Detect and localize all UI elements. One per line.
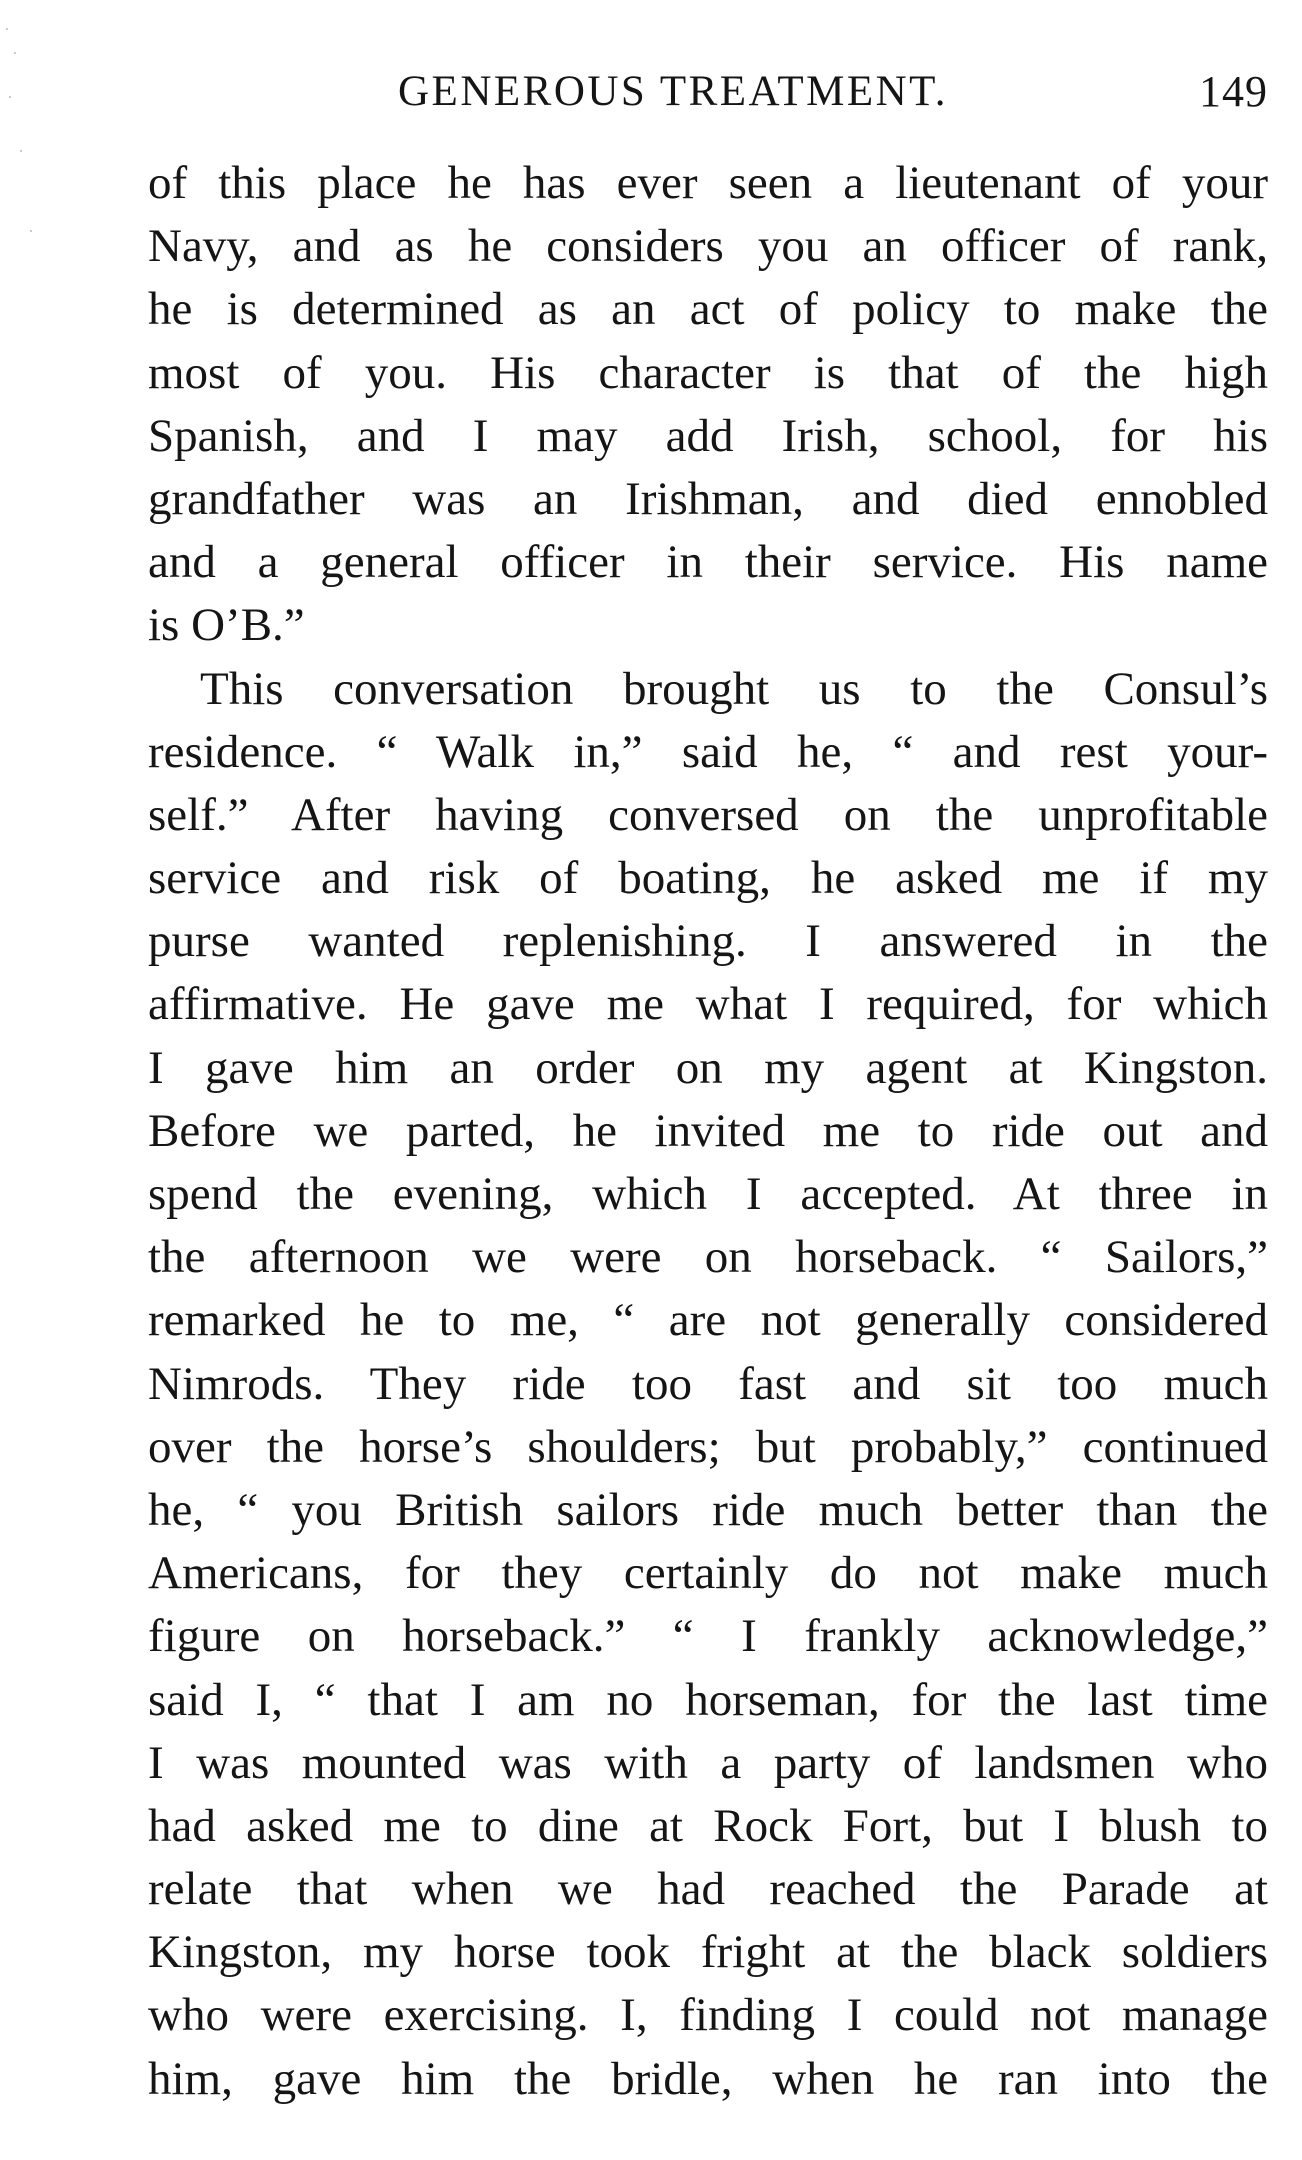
speck xyxy=(9,96,11,98)
body-text xyxy=(148,152,1268,2111)
text-line: self.” After having conversed on the unprofitable xyxy=(148,788,1268,841)
text-line: Kingston, my horse took fright at the black soldiers xyxy=(148,1926,1268,1979)
page-number: 149 xyxy=(1199,67,1268,116)
running-title: GENEROUS TREATMENT. xyxy=(398,68,948,115)
text-line: Americans, for they certainly do not make much xyxy=(148,1547,1268,1600)
text-line: over the horse’s shoulders; but probably,” continued xyxy=(148,1420,1268,1473)
text-line: is O’B.” xyxy=(148,599,305,652)
text-line: who were exercising. I, finding I could not manage xyxy=(148,1989,1268,2042)
speck xyxy=(14,52,16,54)
text-line: service and risk of boating, he asked me if my xyxy=(148,852,1268,905)
text-line: most of you. His character is that of the high xyxy=(148,346,1268,399)
text-line: relate that when we had reached the Parade at xyxy=(148,1863,1268,1916)
speck xyxy=(6,28,8,30)
text-line: he is determined as an act of policy to make the xyxy=(148,283,1268,336)
text-line: and a general officer in their service. His name xyxy=(148,536,1268,589)
text-line: figure on horseback.” “ I frankly acknowledge,” xyxy=(148,1610,1268,1663)
text-line: said I, “ that I am no horseman, for the last time xyxy=(148,1673,1268,1726)
text-line: Nimrods. They ride too fast and sit too much xyxy=(148,1357,1268,1410)
text-line: purse wanted replenishing. I answered in the xyxy=(148,915,1268,968)
margin-specks xyxy=(0,0,40,400)
speck xyxy=(20,150,22,152)
text-line: Before we parted, he invited me to ride out and xyxy=(148,1104,1268,1157)
text-line: affirmative. He gave me what I required, for which xyxy=(148,978,1268,1031)
text-line: I was mounted was with a party of landsmen who xyxy=(148,1736,1268,1789)
text-line: the afternoon we were on horseback. “ Sailors,” xyxy=(148,1231,1268,1284)
text-line: had asked me to dine at Rock Fort, but I blush to xyxy=(148,1799,1268,1852)
paragraph-first-line: This conversation brought us to the Consul’s xyxy=(200,662,1268,715)
speck xyxy=(30,230,32,232)
text-line: spend the evening, which I accepted. At three in xyxy=(148,1168,1268,1220)
text-line: remarked he to me, “ are not generally considered xyxy=(148,1294,1268,1347)
text-line: Navy, and as he considers you an officer of rank, xyxy=(148,220,1268,273)
text-line: of this place he has ever seen a lieutenant of your xyxy=(148,157,1268,209)
text-line: him, gave him the bridle, when he ran into the xyxy=(148,2052,1268,2105)
text-line: he, “ you British sailors ride much better than the xyxy=(148,1483,1268,1536)
text-line: residence. “ Walk in,” said he, “ and rest your- xyxy=(148,725,1268,778)
text-line: grandfather was an Irishman, and died ennobled xyxy=(148,472,1268,525)
text-line: I gave him an order on my agent at Kingston. xyxy=(148,1041,1268,1094)
page-header xyxy=(148,62,1268,122)
text-line: Spanish, and I may add Irish, school, for his xyxy=(148,409,1268,462)
